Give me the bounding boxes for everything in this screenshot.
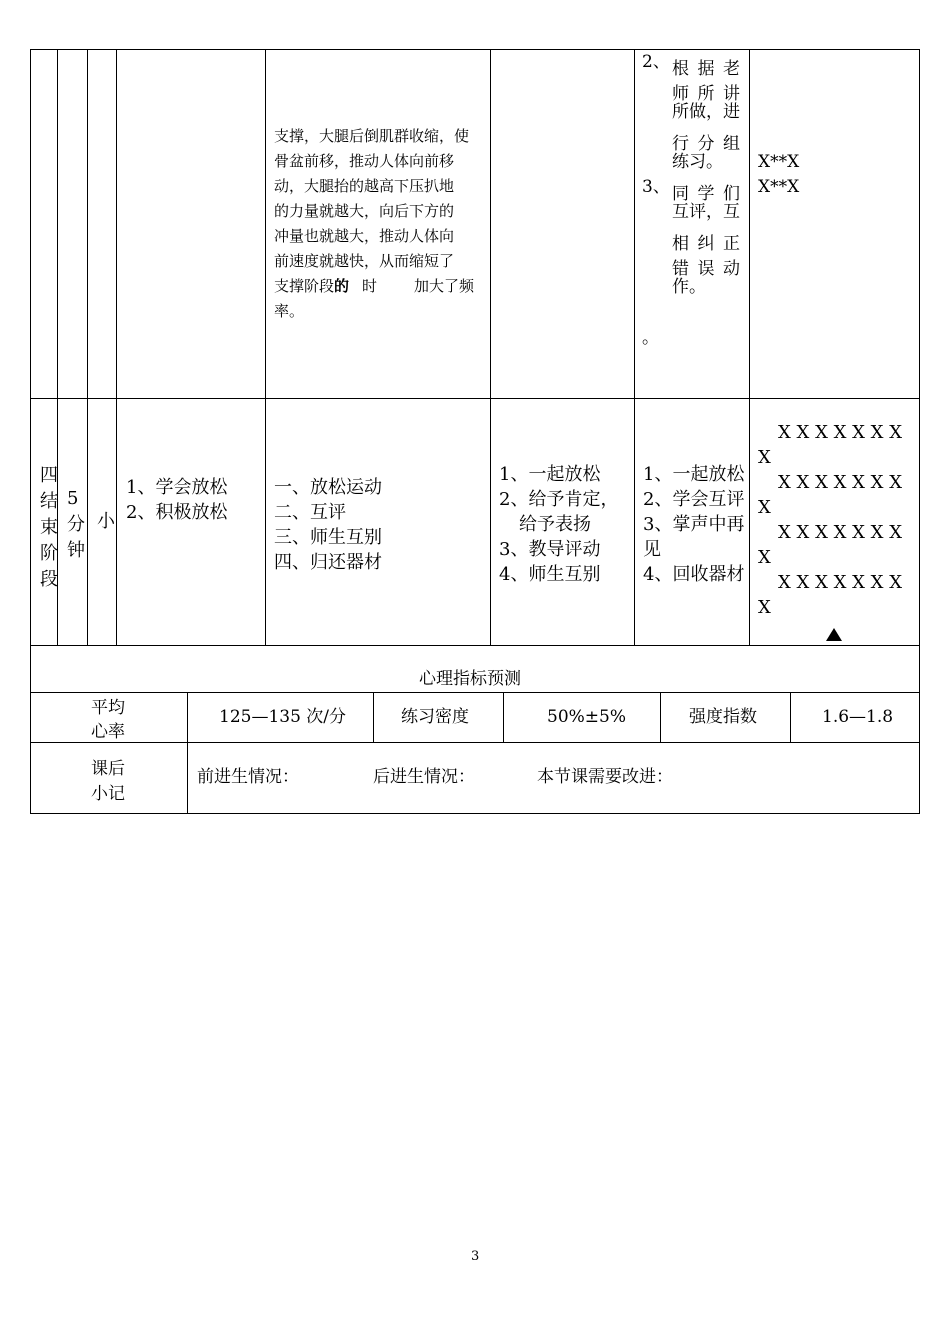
list-number: 2、 [642, 52, 670, 72]
load-label: 小 [97, 511, 115, 532]
list-item: 见 [643, 539, 661, 560]
table-bottom-border [30, 813, 920, 814]
time-label [67, 486, 85, 564]
student-line [672, 229, 740, 254]
student-line: 作。 [672, 277, 706, 297]
char: 纠 [697, 234, 715, 254]
density-value: 50%±5% [547, 707, 626, 727]
list-item: 4、师生互别 [499, 564, 601, 585]
psych-title: 心理指标预测 [419, 669, 521, 689]
teacher-list [499, 462, 618, 587]
list-item: 4、回收器材 [643, 564, 745, 585]
heart-rate-value: 125—135 次/分 [219, 707, 347, 727]
formation-line: X X X X X X X [778, 472, 903, 493]
char: 相 [672, 234, 689, 254]
stage-char: 结 [40, 491, 58, 512]
stage-char: 四 [40, 465, 58, 486]
formation-line: X X X X X X X [778, 422, 903, 443]
table-left-border [30, 49, 31, 814]
char: 分 [697, 134, 715, 154]
content-line: 的力量就越大，向后下方的 [274, 202, 455, 220]
row-divider [30, 692, 920, 693]
content-line: 冲量也就越大，推动人体向 [274, 227, 455, 245]
student-line: 练习。 [672, 152, 723, 172]
column-divider [116, 49, 117, 646]
list-item: 3、掌声中再 [643, 514, 745, 535]
row-divider [30, 742, 920, 743]
char: 正 [723, 234, 740, 254]
list-item: 四、归还器材 [274, 552, 382, 573]
list-item: 2、积极放松 [126, 502, 228, 523]
trailing-mark: 。 [642, 328, 659, 348]
student-line [672, 79, 740, 104]
intensity-value: 1.6—1.8 [822, 707, 894, 727]
label-line: 心率 [91, 722, 125, 742]
char: 们 [723, 184, 740, 204]
column-divider [790, 692, 791, 743]
column-divider [749, 49, 750, 646]
char: 根 [672, 59, 689, 79]
content-line: 率。 [274, 302, 305, 320]
column-divider [265, 49, 266, 646]
formation-line: X X X X X X X [778, 572, 903, 593]
char: 老 [723, 59, 740, 79]
label-line: 小记 [91, 784, 125, 804]
content-line: 加大了频 [414, 277, 475, 295]
content-line: 支撑，大腿后倒肌群收缩，使 [274, 127, 470, 145]
column-divider [187, 692, 188, 814]
list-number: 3、 [642, 177, 670, 197]
content-list [274, 475, 382, 575]
formation-line: X X X X X X X [778, 522, 903, 543]
row-divider [30, 398, 920, 399]
content-bold-char: 的 [334, 277, 350, 295]
list-item: 1、一起放松 [499, 464, 601, 485]
row-divider [30, 645, 920, 646]
formation-line: X [758, 447, 771, 468]
heart-rate-label [91, 696, 125, 744]
list-item: 2、学会互评 [643, 489, 745, 510]
list-item: 2、给予肯定， [499, 489, 619, 510]
column-divider [490, 49, 491, 646]
triangle-up-icon [826, 628, 842, 641]
list-item: 1、一起放松 [643, 464, 745, 485]
student-line [672, 54, 740, 79]
column-divider [373, 692, 374, 743]
list-item: 1、学会放松 [126, 477, 228, 498]
list-item: 3、教导评动 [499, 539, 601, 560]
column-divider [660, 692, 661, 743]
content-line: 骨盆前移，推动人体向前移 [274, 152, 455, 170]
content-line: 前速度就越快，从而缩短了 [274, 252, 455, 270]
label-line: 平均 [91, 698, 125, 718]
char: 所 [697, 84, 715, 104]
time-char: 分 [67, 514, 85, 535]
char: 行 [672, 134, 689, 154]
column-divider [87, 49, 88, 646]
stage-label [40, 463, 58, 593]
table-right-border [919, 49, 920, 814]
content-line: 时 [362, 277, 378, 295]
column-divider [634, 49, 635, 646]
list-item: 给予表扬 [519, 514, 591, 535]
list-item: 二、互评 [274, 502, 346, 523]
char: 讲 [723, 84, 740, 104]
stage-char: 阶 [40, 543, 58, 564]
char: 据 [697, 59, 715, 79]
char: 动 [723, 259, 740, 279]
table-top-border [30, 49, 920, 50]
formation-line: X [758, 497, 771, 518]
notes-item: 本节课需要改进： [537, 767, 673, 787]
list-item: 三、师生互别 [274, 527, 382, 548]
student-line [672, 179, 740, 204]
formation-line: X**X [758, 177, 800, 197]
content-line: 支撑阶段 [274, 277, 335, 295]
char: 同 [672, 184, 689, 204]
char: 组 [723, 134, 740, 154]
time-char: 钟 [67, 540, 85, 561]
column-divider [503, 692, 504, 743]
formation-line: X [758, 547, 771, 568]
content-line: 动，大腿抬的越高下压扒地 [274, 177, 455, 195]
student-line [672, 254, 740, 279]
char: 师 [672, 84, 689, 104]
char: 学 [697, 184, 715, 204]
intensity-label: 强度指数 [689, 707, 757, 727]
notes-item: 前进生情况： [197, 767, 299, 787]
stage-char: 段 [40, 569, 58, 590]
density-label: 练习密度 [401, 707, 469, 727]
label-line: 课后 [91, 759, 125, 779]
student-line [672, 129, 740, 154]
time-char: 5 [67, 488, 79, 509]
page-number: 3 [471, 1249, 480, 1264]
char: 误 [697, 259, 715, 279]
student-line: 所做，进 [672, 102, 740, 122]
student-line: 互评，互 [672, 202, 740, 222]
notes-item: 后进生情况： [373, 767, 475, 787]
stage-char: 束 [40, 517, 58, 538]
formation-line: X [758, 597, 771, 618]
formation-line: X**X [758, 152, 800, 172]
list-item: 一、放松运动 [274, 477, 382, 498]
student-list [643, 462, 744, 587]
goals-list [126, 475, 227, 525]
char: 错 [672, 259, 689, 279]
notes-label [91, 757, 125, 807]
